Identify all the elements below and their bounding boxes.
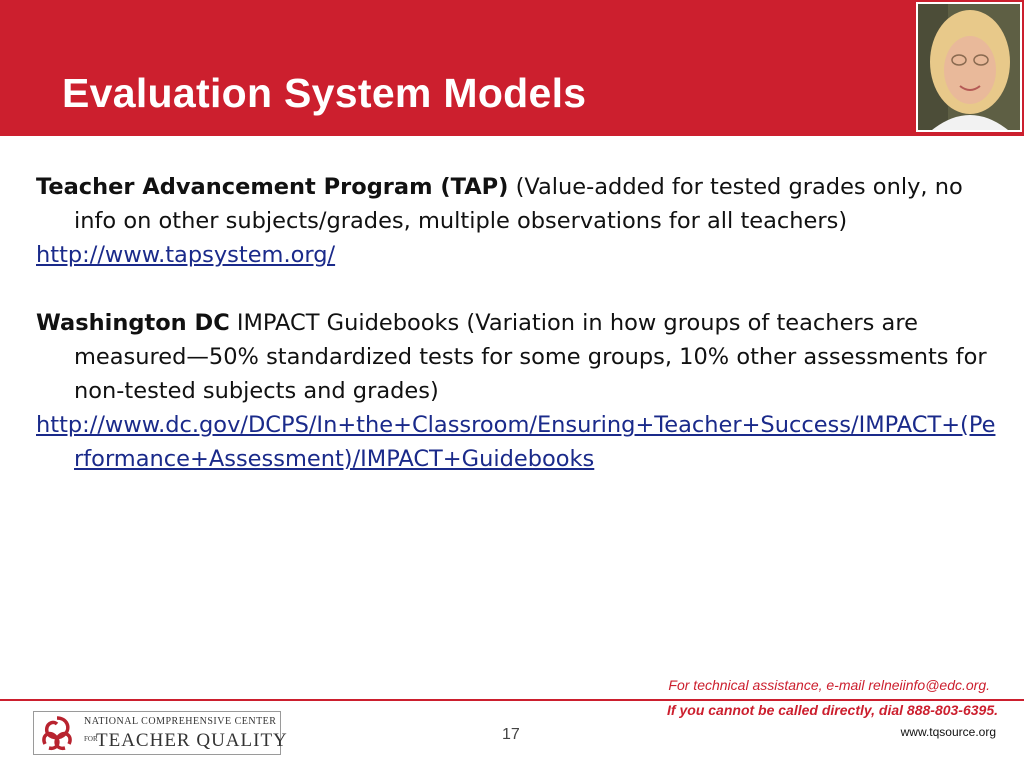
impact-guidebooks-link[interactable]: http://www.dc.gov/DCPS/In+the+Classroom/Ensuring+Teacher+Success/IMPACT+(Performance+Assessment)/IMPACT+Guidebooks	[36, 412, 996, 472]
logo-line-1: NATIONAL COMPREHENSIVE CENTER	[84, 716, 277, 727]
program-name: Teacher Advancement Program (TAP)	[36, 174, 509, 200]
list-item	[36, 170, 996, 238]
tap-link[interactable]: http://www.tapsystem.org/	[36, 242, 336, 268]
presenter-photo	[916, 2, 1022, 132]
logo-line-2: TEACHER QUALITY	[96, 730, 288, 751]
program-name: Washington DC	[36, 310, 230, 336]
slide-title: Evaluation System Models	[62, 70, 587, 116]
logo-for: FOR	[84, 735, 98, 743]
technical-assistance-note: For technical assistance, e-mail relneiinfo@edc.org.	[668, 677, 990, 693]
list-item	[36, 238, 996, 272]
slide-body	[36, 170, 996, 476]
program-description: IMPACT Guidebooks (Variation in how groups of teachers are measured—50% standardized tests for some groups, 10% other assessments for non-tested subjects and grades)	[74, 310, 987, 404]
presenter-portrait-image	[918, 4, 1020, 130]
paragraph-spacer	[36, 272, 996, 306]
footer-divider	[0, 699, 1024, 701]
phone-note: If you cannot be called directly, dial 888-803-6395.	[667, 702, 998, 718]
tq-center-logo[interactable]	[33, 711, 288, 755]
celtic-knot-logo-icon	[37, 714, 77, 752]
page-number: 17	[502, 726, 520, 743]
list-item	[36, 306, 996, 408]
list-item	[36, 408, 996, 476]
program-description: (Value-added for tested grades only, no info on other subjects/grades, multiple observations for all teachers)	[74, 174, 963, 234]
website-url[interactable]: www.tqsource.org	[900, 725, 996, 739]
